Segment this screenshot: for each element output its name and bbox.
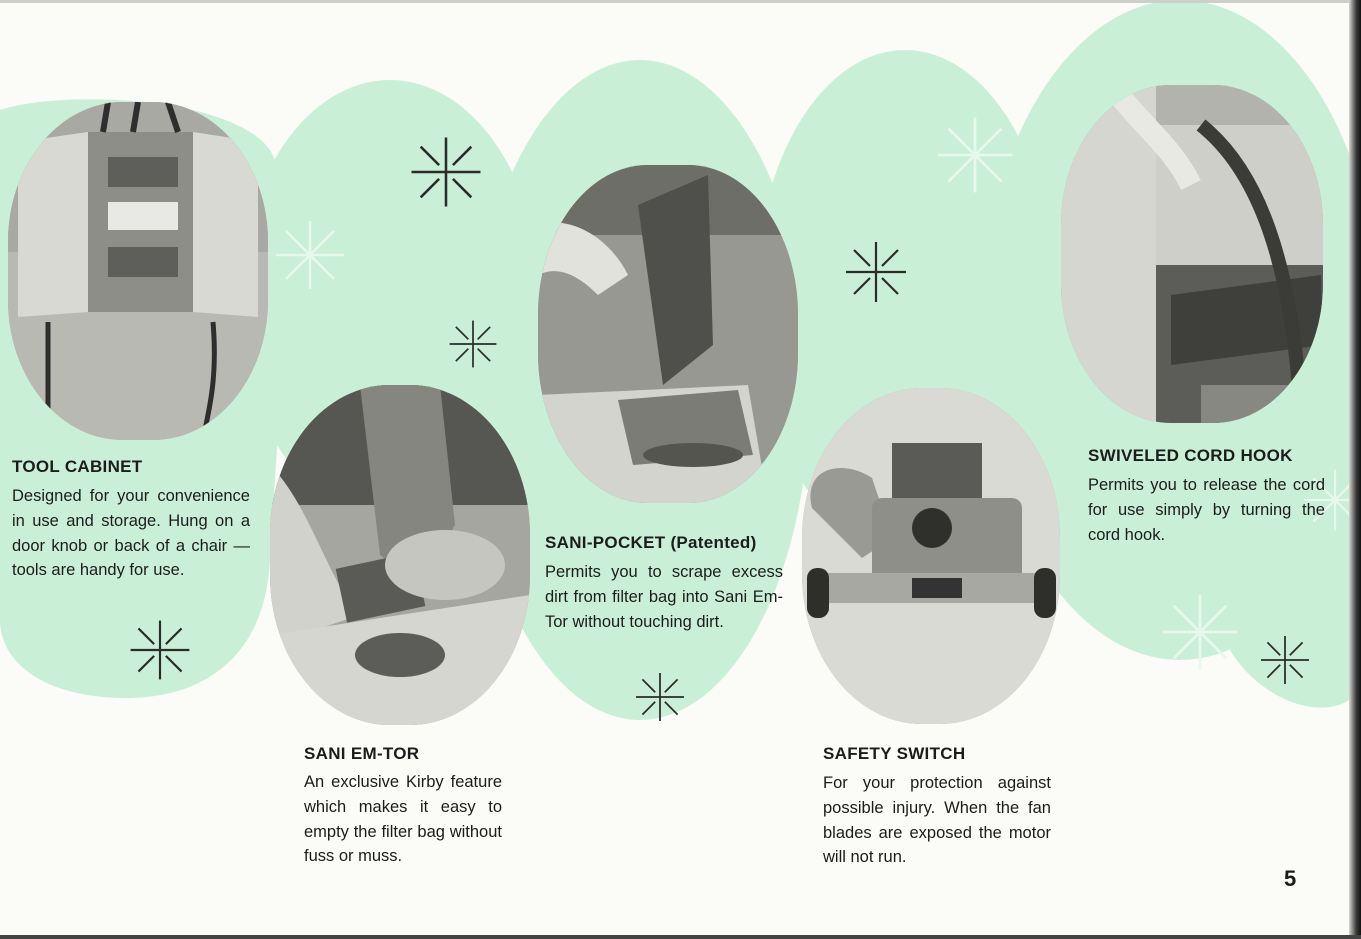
swiveled-cord-hook-heading: SWIVELED CORD HOOK [1088,446,1293,465]
page-top-edge [0,0,1361,3]
tool-cabinet-heading: TOOL CABINET [12,457,143,476]
tool-cabinet-description: Designed for your convenience in use and storage. Hung on a door knob or back of a chair — tools are handy for use. [12,487,250,580]
sani-emtor-photo [270,385,530,725]
safety-switch-description: For your protection against possible injury. When the fan blades are exposed the motor will not run. [823,774,1051,867]
swiveled-cord-hook-photo [1061,85,1323,423]
sani-pocket-heading: SANI-POCKET (Patented) [545,533,757,552]
sani-emtor-description: An exclusive Kirby feature which makes it easy to empty the filter bag without fuss or muss. [304,773,502,866]
tool-cabinet-photo [8,102,268,440]
page-number: 5 [1284,866,1297,891]
page-bottom-edge [0,935,1361,939]
safety-switch-photo [802,388,1060,724]
sani-pocket-photo [538,165,798,503]
sani-emtor-heading: SANI EM-TOR [304,744,420,763]
safety-switch-heading: SAFETY SWITCH [823,744,966,763]
swiveled-cord-hook-description: Permits you to release the cord for use simply by turning the cord hook. [1088,476,1325,544]
sani-pocket-description: Permits you to scrape excess dirt from filter bag into Sani Em-Tor without touching dirt. [545,563,783,631]
page-binding-edge [1349,0,1361,939]
